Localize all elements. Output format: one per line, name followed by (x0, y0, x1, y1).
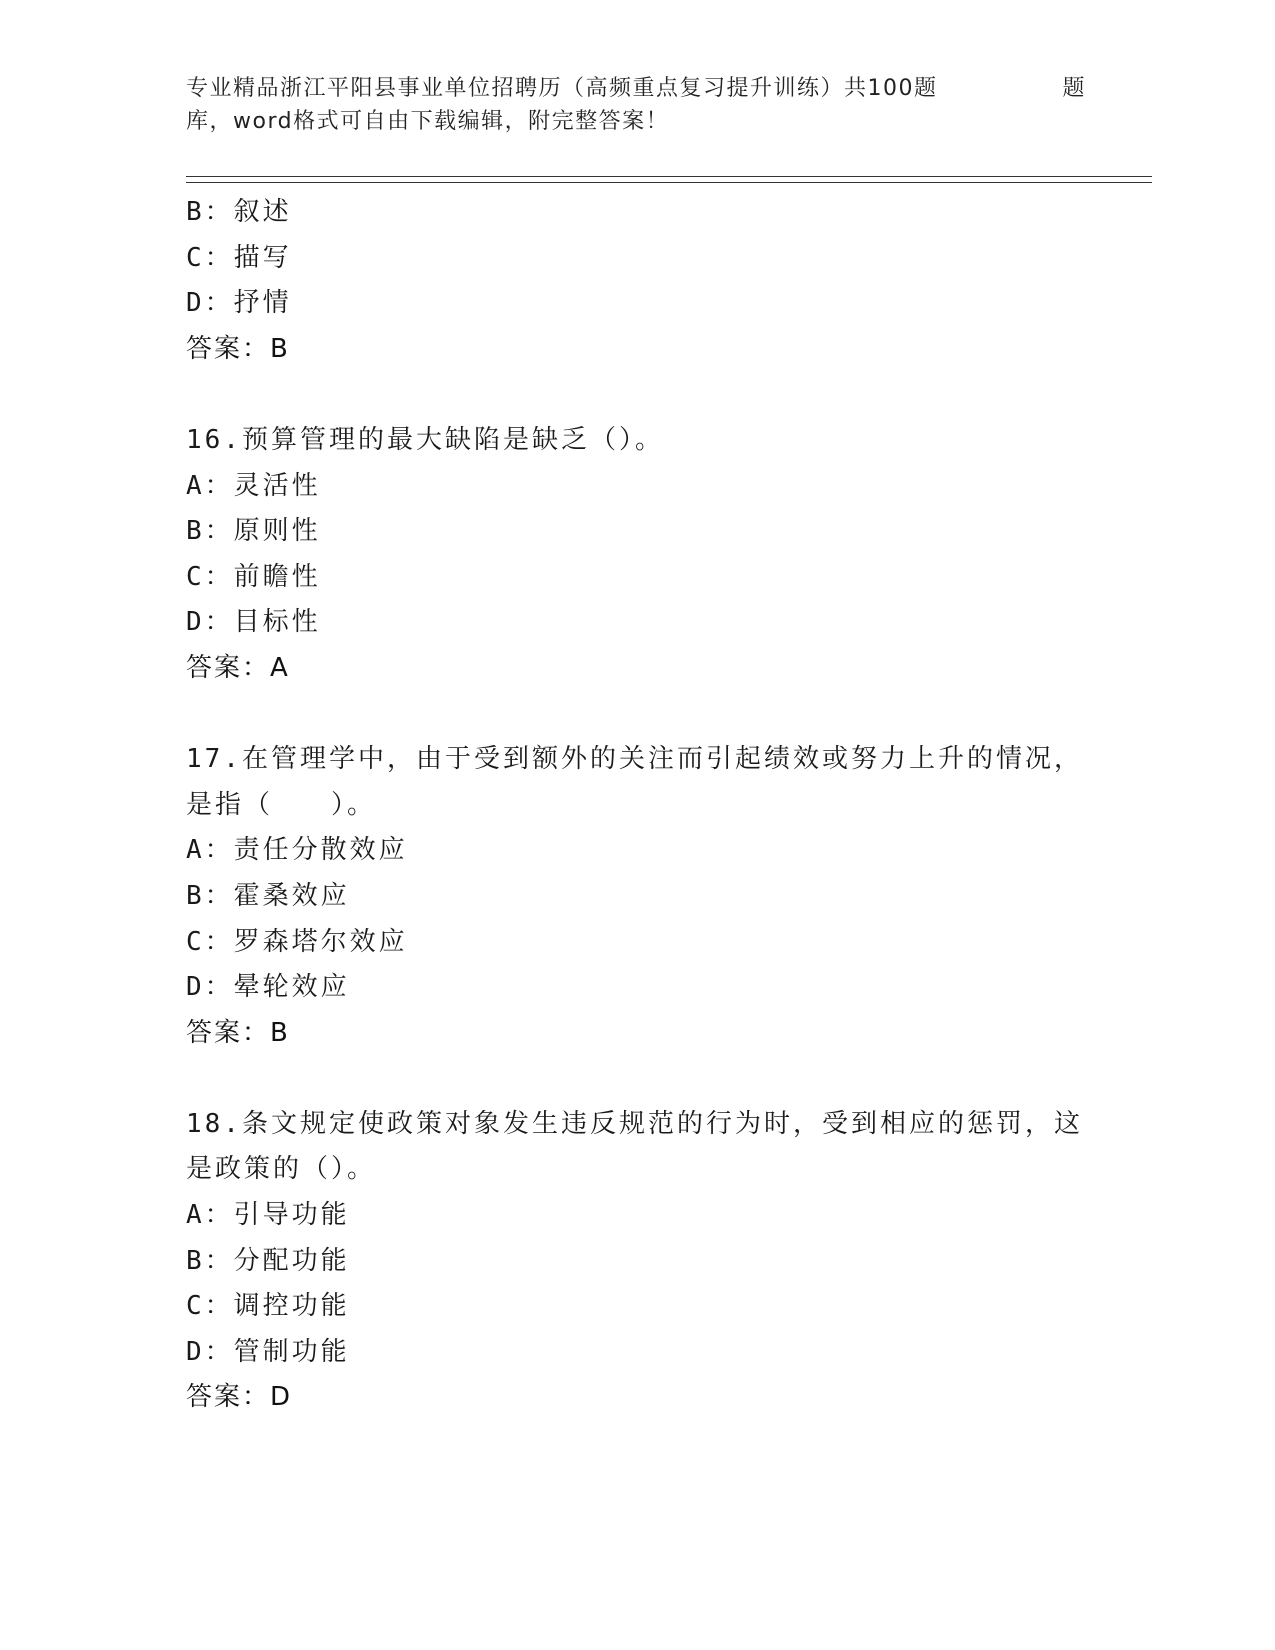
question-stem: 18.条文规定使政策对象发生违反规范的行为时，受到相应的惩罚，这 (186, 1108, 1083, 1139)
page-header (186, 72, 1086, 138)
question-block-16 (186, 418, 1106, 692)
spacer (186, 1056, 1106, 1102)
header-divider-bottom (186, 182, 1152, 183)
option-b: B：叙述 (186, 197, 292, 227)
question-block-15 (186, 190, 1106, 372)
option-b: B：霍桑效应 (186, 880, 350, 911)
option-c: C：罗森塔尔效应 (186, 926, 408, 957)
option-d: D：管制功能 (186, 1336, 350, 1367)
option-d: D：抒情 (186, 288, 292, 319)
header-line-1 (186, 72, 1086, 105)
option-c: C：调控功能 (186, 1291, 350, 1322)
question-stem-continued: 是指（ ）。 (186, 789, 377, 820)
question-stem-continued: 是政策的（）。 (186, 1154, 377, 1185)
question-list (186, 190, 1106, 1421)
answer-line: 答案：B (186, 333, 290, 364)
question-block-18 (186, 1102, 1106, 1421)
option-b: B：原则性 (186, 516, 321, 547)
option-d: D：目标性 (186, 607, 321, 638)
question-stem: 16.预算管理的最大缺陷是缺乏（）。 (186, 424, 664, 455)
option-d: D：晕轮效应 (186, 972, 350, 1003)
question-stem: 17.在管理学中，由于受到额外的关注而引起绩效或努力上升的情况， (186, 744, 1083, 775)
option-c: C：描写 (186, 242, 292, 273)
answer-line: 答案：D (186, 1382, 293, 1413)
option-a: A：责任分散效应 (186, 835, 408, 866)
spacer (186, 692, 1106, 738)
question-block-17 (186, 737, 1106, 1056)
spacer (186, 372, 1106, 418)
answer-line: 答案：B (186, 1017, 290, 1048)
option-a: A：引导功能 (186, 1200, 350, 1231)
option-c: C：前瞻性 (186, 561, 321, 592)
answer-line: 答案：A (186, 652, 290, 683)
option-b: B：分配功能 (186, 1245, 350, 1276)
header-divider-top (186, 176, 1152, 177)
option-a: A：灵活性 (186, 470, 321, 501)
header-line-2: 库，word格式可自由下载编辑，附完整答案！ (186, 109, 670, 134)
header-title-text: 专业精品浙江平阳县事业单位招聘历（高频重点复习提升训练）共100题 (186, 76, 938, 101)
header-title-overflow: 题 (1062, 76, 1086, 101)
